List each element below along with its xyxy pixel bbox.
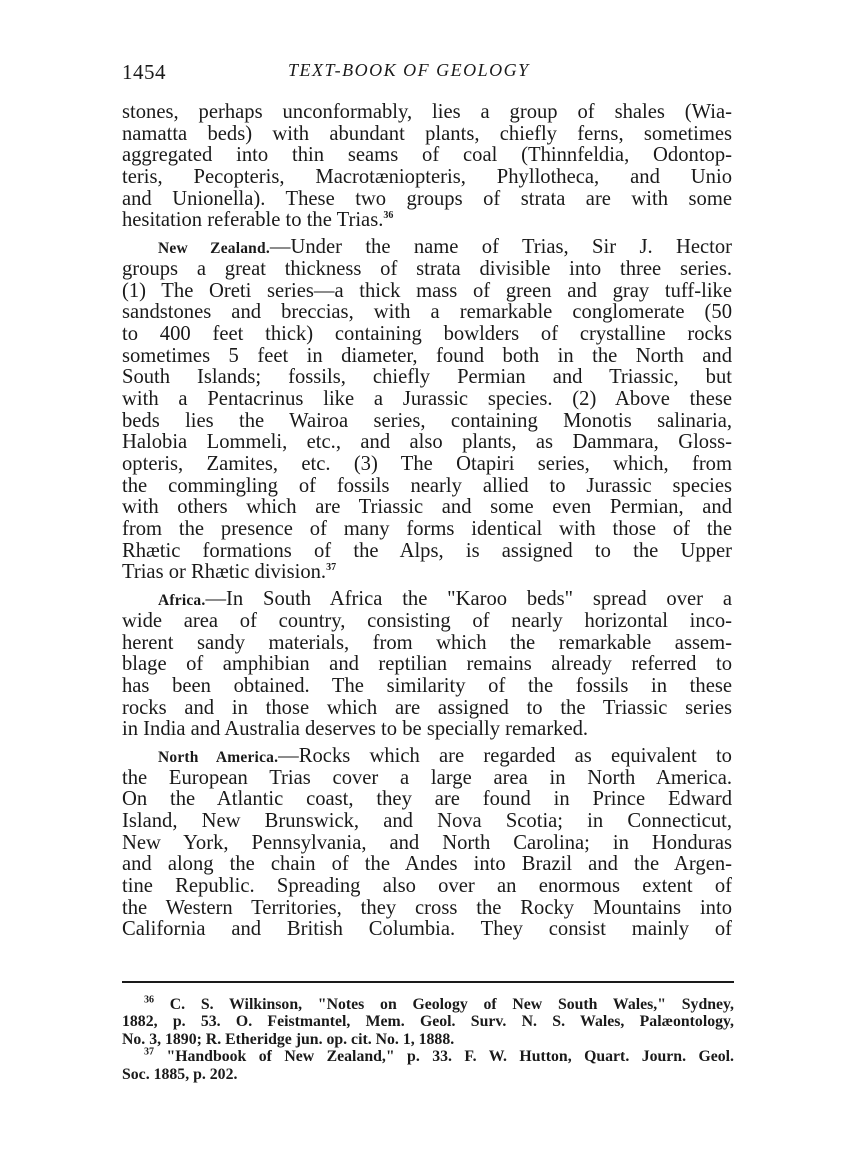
text-line: Halobia Lommeli, etc., and also plants, as Dammara, Gloss- bbox=[122, 431, 732, 454]
text-line: beds lies the Wairoa series, containing Monotis salinaria, bbox=[122, 409, 732, 432]
text-line bbox=[122, 237, 732, 259]
text-line: sandstones and breccias, with a remarkable conglomerate (50 bbox=[122, 301, 732, 324]
text-line: and Unionella). These two groups of strata are with some bbox=[122, 187, 732, 210]
footnotes bbox=[122, 996, 734, 1083]
text-line: blage of amphibian and reptilian remains already referred to bbox=[122, 653, 732, 676]
paragraph-intro bbox=[122, 102, 732, 232]
text-segment: "Handbook of New Zealand," p. 33. F. W. Hutton, Quart. Journ. Geol. bbox=[166, 1048, 734, 1066]
text-line: Island, New Brunswick, and Nova Scotia; in Connecticut, bbox=[122, 810, 732, 832]
sidehead-africa: Africa. bbox=[158, 592, 206, 610]
text-line bbox=[122, 562, 732, 584]
text-line: herent sandy materials, from which the remarkable assem- bbox=[122, 631, 732, 654]
text-line bbox=[122, 589, 732, 611]
page-number: 1454 bbox=[122, 60, 166, 84]
footnote-line bbox=[122, 996, 734, 1013]
sidehead-north-america: North America. bbox=[158, 748, 279, 766]
paragraph-africa bbox=[122, 589, 732, 741]
text-line: California and British Columbia. They consist mainly of bbox=[122, 918, 732, 941]
footnote-36 bbox=[122, 996, 734, 1048]
page-header bbox=[122, 60, 730, 90]
body-text bbox=[122, 102, 732, 941]
text-segment: —Rocks which are regarded as equivalent to bbox=[278, 744, 732, 767]
paragraph-north-america bbox=[122, 746, 732, 941]
footnote-37 bbox=[122, 1048, 734, 1083]
text-line bbox=[122, 746, 732, 768]
footnote-ref-37[interactable]: 37 bbox=[326, 562, 337, 574]
text-line: with others which are Triassic and some even Permian, and bbox=[122, 496, 732, 519]
sidehead-new-zealand: New Zealand. bbox=[158, 240, 270, 258]
text-line: in India and Australia deserves to be specially remarked. bbox=[122, 718, 589, 741]
text-line: from the presence of many forms identical with those of the bbox=[122, 518, 732, 541]
text-segment: —Under the name of Trias, Sir J. Hector bbox=[269, 236, 732, 259]
text-line: tine Republic. Spreading also over an enormous extent of bbox=[122, 875, 732, 898]
text-line: namatta beds) with abundant plants, chiefly ferns, sometimes bbox=[122, 122, 732, 145]
text-line: groups a great thickness of strata divisible into three series. bbox=[122, 257, 732, 280]
text-line: aggregated into thin seams of coal (Thinnfeldia, Odontop- bbox=[122, 144, 732, 167]
footnote-line: No. 3, 1890; R. Etheridge jun. op. cit. No. 1, 1888. bbox=[122, 1030, 455, 1048]
text-line: teris, Pecopteris, Macrotæniopteris, Phyllotheca, and Unio bbox=[122, 166, 732, 189]
text-line: New York, Pennsylvania, and North Carolina; in Honduras bbox=[122, 831, 732, 854]
text-line: stones, perhaps unconformably, lies a group of shales (Wia- bbox=[122, 101, 732, 123]
paragraph-new-zealand bbox=[122, 237, 732, 584]
footnote-ref-36[interactable]: 36 bbox=[383, 210, 394, 222]
footnote-mark-37: 37 bbox=[144, 1046, 154, 1058]
text-segment: Trias or Rhætic division. bbox=[122, 561, 327, 584]
text-line: the European Trias cover a large area in North America. bbox=[122, 766, 732, 789]
text-line: South Islands; fossils, chiefly Permian and Triassic, but bbox=[122, 366, 732, 389]
text-line: rocks and in those which are assigned to the Triassic series bbox=[122, 696, 732, 719]
running-head: TEXT-BOOK OF GEOLOGY bbox=[288, 60, 530, 80]
text-line: On the Atlantic coast, they are found in Prince Edward bbox=[122, 788, 732, 811]
text-segment: hesitation referable to the Trias. bbox=[122, 209, 384, 232]
text-line: (1) The Oreti series—a thick mass of green and gray tuff-like bbox=[122, 279, 732, 302]
text-line: opteris, Zamites, etc. (3) The Otapiri series, which, from bbox=[122, 453, 732, 475]
text-line: with a Pentacrinus like a Jurassic species. (2) Above these bbox=[122, 387, 732, 410]
footnote-mark-36: 36 bbox=[144, 994, 154, 1006]
text-line: the Western Territories, they cross the Rocky Mountains into bbox=[122, 896, 732, 919]
text-line: Rhætic formations of the Alps, is assigned to the Upper bbox=[122, 539, 732, 562]
text-line: to 400 feet thick) containing bowlders of crystalline rocks bbox=[122, 322, 732, 345]
footnote-line bbox=[122, 1048, 734, 1065]
footnote-divider bbox=[122, 981, 734, 983]
text-line bbox=[122, 210, 732, 232]
footnote-line: 1882, p. 53. O. Feistmantel, Mem. Geol. Surv. N. S. Wales, Palæontology, bbox=[122, 1013, 734, 1031]
text-segment: C. S. Wilkinson, "Notes on Geology of New South Wales," Sydney, bbox=[169, 996, 735, 1013]
footnote-line: Soc. 1885, p. 202. bbox=[122, 1065, 238, 1083]
text-line: the commingling of fossils nearly allied to Jurassic species bbox=[122, 474, 732, 497]
text-line: and along the chain of the Andes into Brazil and the Argen- bbox=[122, 853, 732, 876]
text-line: has been obtained. The similarity of the fossils in these bbox=[122, 674, 732, 697]
text-segment: —In South Africa the "Karoo beds" spread over a bbox=[205, 588, 732, 611]
text-line: wide area of country, consisting of nearly horizontal inco- bbox=[122, 609, 732, 632]
text-line: sometimes 5 feet in diameter, found both in the North and bbox=[122, 344, 732, 367]
